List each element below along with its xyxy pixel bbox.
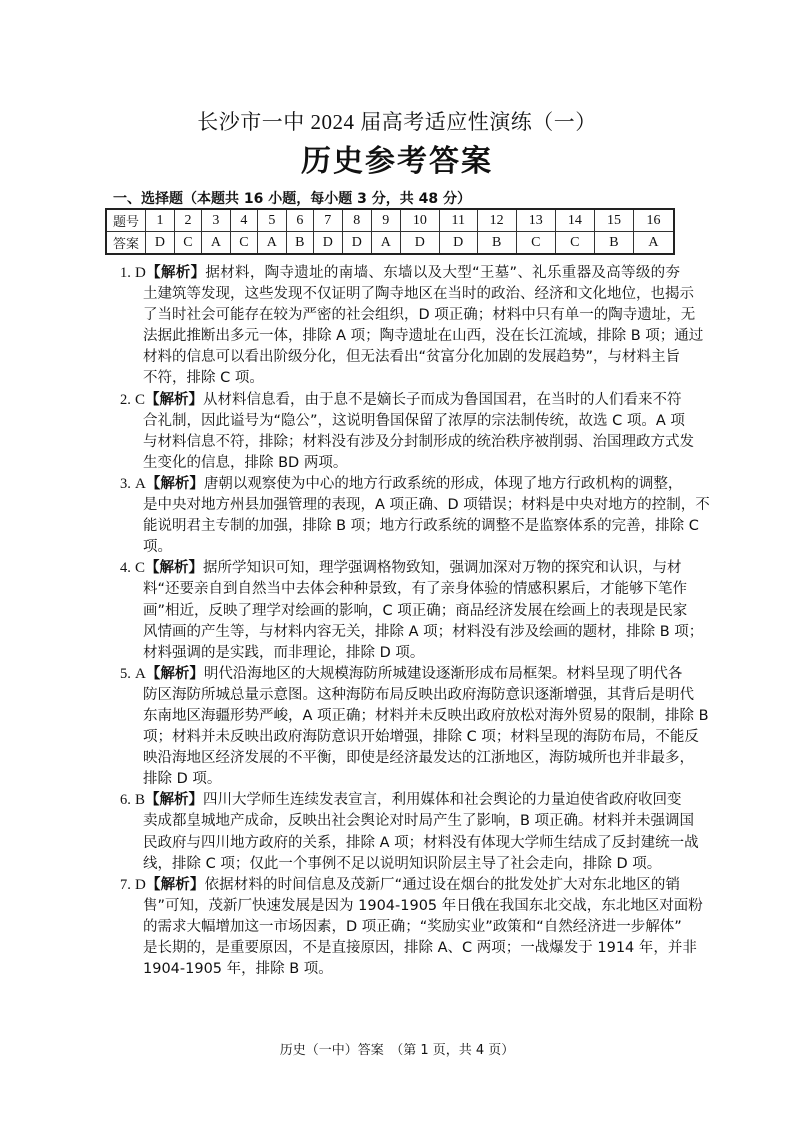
analysis-tag: 【解析】 — [145, 391, 204, 408]
answer-cell: D — [146, 232, 175, 255]
answer-cell: B — [594, 232, 633, 255]
question-number-cell: 10 — [400, 209, 439, 232]
item-answer: A — [135, 665, 146, 682]
question-number-cell: 3 — [201, 209, 230, 232]
answer-explanations — [120, 263, 710, 980]
item-line — [135, 474, 682, 495]
item-number: 4. — [120, 560, 131, 577]
item-line: 风情画的产生等，与材料内容无关，排除 A 项；材料没有涉及绘画的题材，排除 B 项； — [143, 623, 704, 640]
answer-cell: A — [201, 232, 230, 255]
question-number-cell: 9 — [371, 209, 400, 232]
item-line: 画”相近，反映了理学对绘画的影响，C 项正确；商品经济发展在绘画上的表现是民家 — [143, 602, 688, 619]
analysis-tag: 【解析】 — [145, 475, 204, 492]
question-number-cell: 1 — [146, 209, 175, 232]
item-line: 与材料信息不符，排除；材料没有涉及分封制形成的统治秩序被削弱、治国理政方式发 — [143, 433, 694, 450]
answer-cell: D — [342, 232, 371, 255]
item-text: 四川大学师生连续发表宣言，利用媒体和社会舆论的力量迫使省政府收回变 — [203, 792, 682, 809]
analysis-tag: 【解析】 — [145, 265, 206, 281]
question-number-cell: 13 — [516, 209, 555, 232]
item-number: 5. — [120, 665, 131, 682]
answer-cell: D — [313, 232, 342, 255]
item-line: 了当时社会可能存在较为严密的社会组织，D 项正确；材料中只有单一的陶寺遗址，无 — [143, 307, 696, 324]
item-text: 据材料，陶寺遗址的南墙、东墙以及大型“王墓”、礼乐重器及高等级的夯 — [205, 265, 680, 281]
item-line — [135, 390, 682, 411]
item-line: 售”可知，茂新厂快速发展是因为 1904-1905 年日俄在我国东北交战，东北地区对面粉 — [143, 897, 703, 914]
item-line: 排除 D 项。 — [143, 771, 222, 788]
question-number-cell: 15 — [594, 209, 633, 232]
item-number: 3. — [120, 475, 131, 492]
item-line: 是中央对地方州县加强管理的表现，A 项正确、D 项错误；材料是中央对地方的控制，不 — [143, 497, 710, 514]
answer-item — [120, 664, 709, 791]
answer-item — [120, 263, 704, 390]
page-title: 历史参考答案 — [301, 144, 493, 179]
item-line: 东南地区海疆形势严峻，A 项正确；材料并未反映出政府放松对海外贸易的限制，排除 B — [143, 707, 709, 724]
item-line: 土建筑等发现，这些发现不仅证明了陶寺地区在当时的政治、经济和文化地位，也揭示 — [143, 286, 694, 303]
answer-cell: A — [257, 232, 286, 255]
item-line: 法据此推断出多元一体，排除 A 项；陶寺遗址在山西，没在长江流域，排除 B 项；通过 — [143, 328, 704, 345]
page-footer: 历史（一中）答案 （第 1 页，共 4 页） — [279, 1043, 515, 1058]
item-line — [135, 263, 680, 284]
item-line: 材料强调的是实践，而非理论，排除 D 项。 — [143, 644, 425, 661]
item-line: 材料的信息可以看出阶级分化，但无法看出“贫富分化加剧的发展趋势”，与材料主旨 — [143, 349, 681, 366]
question-number-cell: 4 — [230, 209, 257, 232]
answer-cell: D — [400, 232, 439, 255]
answer-table — [105, 208, 675, 255]
item-answer: C — [135, 391, 146, 408]
question-number-cell: 5 — [257, 209, 286, 232]
row-label: 题号 — [106, 209, 146, 232]
item-line: 卖成都皇城地产成命，反映出社会舆论对时局产生了影响，B 项正确。材料并未强调国 — [143, 813, 695, 830]
row-label: 答案 — [106, 232, 146, 255]
answer-cell: A — [371, 232, 400, 255]
item-line: 能说明君主专制的加强，排除 B 项；地方行政系统的调整不是监察体系的完善，排除 C — [143, 518, 699, 535]
item-text: 从材料信息看，由于息不是嫡长子而成为鲁国国君，在当时的人们看来不符 — [203, 391, 682, 408]
question-number-cell: 11 — [439, 209, 477, 232]
exam-subtitle: 长沙市一中 2024 届高考适应性演练（一） — [197, 110, 597, 134]
item-text: 明代沿海地区的大规模海防所城建设逐渐形成布局框架。材料呈现了明代各 — [203, 665, 683, 682]
item-number: 2. — [120, 391, 131, 408]
answer-item — [120, 558, 704, 663]
item-text: 依据材料的时间信息及茂新厂“通过设在烟台的批发处扩大对东北地区的销 — [204, 876, 681, 893]
answer-cell: B — [286, 232, 313, 255]
item-line: 的需求大幅增加这一市场因素，D 项正确；“奖励实业”政策和“自然经济进一步解体” — [143, 918, 682, 935]
answer-cell: C — [516, 232, 555, 255]
answer-item — [120, 474, 710, 558]
answer-item — [120, 390, 694, 474]
question-number-cell: 8 — [342, 209, 371, 232]
answer-row — [106, 232, 674, 255]
item-line — [135, 875, 680, 896]
item-line: 映沿海地区经济发展的不平衡，即使是经济最发达的江浙地区，海防城所也并非最多， — [143, 750, 694, 767]
item-number: 7. — [120, 876, 131, 893]
item-line: 1904-1905 年，排除 B 项。 — [143, 961, 333, 978]
item-line: 线，排除 C 项；仅此一个事例不足以说明知识阶层主导了社会走向，排除 D 项。 — [143, 855, 662, 872]
answer-item — [120, 790, 699, 874]
item-number: 1. — [120, 265, 131, 281]
item-answer: B — [135, 792, 146, 809]
answer-cell: B — [477, 232, 516, 255]
section-heading: 一、选择题（本题共 16 小题，每小题 3 分，共 48 分） — [113, 191, 471, 207]
question-number-cell: 6 — [286, 209, 313, 232]
answer-item — [120, 875, 703, 980]
item-number: 6. — [120, 792, 131, 809]
analysis-tag: 【解析】 — [145, 560, 204, 577]
item-text: 唐朝以观察使为中心的地方行政系统的形成，体现了地方行政机构的调整， — [203, 475, 683, 492]
item-text: 据所学知识可知，理学强调格物致知，强调加深对万物的探究和认识，与材 — [203, 560, 682, 577]
answer-cell: C — [174, 232, 201, 255]
item-line: 料“还要亲自到自然当中去体会种种景致，有了亲身体验的情感积累后，才能够下笔作 — [143, 581, 688, 598]
item-line: 不符，排除 C 项。 — [143, 370, 264, 387]
item-line: 项；材料并未反映出政府海防意识开始增强，排除 C 项；材料呈现的海防布局，不能反 — [143, 729, 699, 746]
question-number-cell: 12 — [477, 209, 516, 232]
item-line: 生变化的信息，排除 BD 两项。 — [143, 454, 348, 471]
question-number-cell: 14 — [555, 209, 594, 232]
analysis-tag: 【解析】 — [145, 665, 204, 682]
item-line — [135, 664, 682, 685]
item-answer: D — [135, 265, 146, 281]
answer-cell: D — [439, 232, 477, 255]
question-number-cell: 2 — [174, 209, 201, 232]
answer-cell: C — [555, 232, 594, 255]
item-line: 是长期的，是重要原因，不是直接原因，排除 A、C 两项；一战爆发于 1914 年，并非 — [143, 940, 697, 956]
item-line — [135, 558, 682, 579]
item-line: 防区海防所城总量示意图。这种海防布局反映出政府海防意识逐渐增强，其背后是明代 — [143, 686, 694, 703]
answer-cell: A — [633, 232, 674, 255]
question-number-row — [106, 209, 674, 232]
question-number-cell: 16 — [633, 209, 674, 232]
item-line — [135, 790, 682, 811]
item-answer: C — [135, 560, 146, 577]
item-line: 民政府与四川地方政府的关系，排除 A 项；材料没有体现大学师生结成了反封建统一战 — [143, 834, 699, 851]
item-answer: A — [135, 475, 146, 492]
analysis-tag: 【解析】 — [145, 876, 205, 893]
item-answer: D — [135, 876, 146, 893]
answer-cell: C — [230, 232, 257, 255]
analysis-tag: 【解析】 — [145, 792, 204, 809]
item-line: 合礼制，因此谥号为“隐公”，这说明鲁国保留了浓厚的宗法制传统，故选 C 项。A 项 — [143, 412, 685, 429]
question-number-cell: 7 — [313, 209, 342, 232]
item-line: 项。 — [143, 539, 172, 556]
